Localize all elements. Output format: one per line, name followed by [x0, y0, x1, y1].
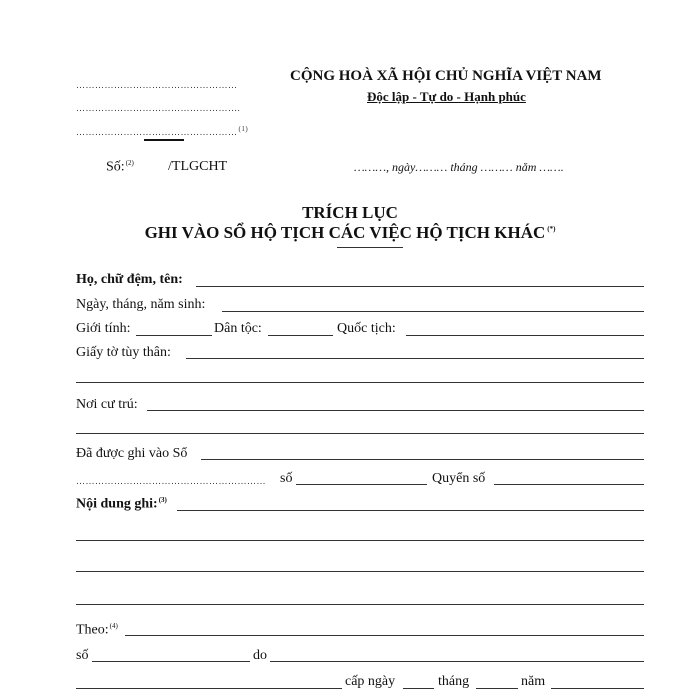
label-according-to: Theo:$^{(4)}$	[76, 622, 118, 638]
doc-title-1: TRÍCH LỤC	[302, 203, 398, 222]
title-footnote: (*)	[547, 225, 556, 234]
content-line-4[interactable]	[76, 604, 644, 605]
label-year: năm	[521, 674, 546, 689]
content-line-1[interactable]	[177, 510, 644, 511]
full-name-line[interactable]	[196, 286, 644, 287]
label-full-name: Họ, chữ đệm, tên:	[76, 272, 183, 287]
agency-underline	[144, 139, 184, 141]
ethnicity-line[interactable]	[268, 335, 333, 336]
label-month: tháng	[438, 674, 470, 689]
content-line-2[interactable]	[76, 540, 644, 541]
residence-line-2[interactable]	[76, 433, 644, 434]
year-line[interactable]	[551, 688, 644, 689]
label-volume: Quyển số	[432, 471, 486, 486]
label-issued-by: do	[253, 648, 267, 663]
content-line-3[interactable]	[76, 571, 644, 572]
id-document-line-2[interactable]	[76, 382, 644, 383]
label-residence: Nơi cư trú:	[76, 397, 138, 412]
nation-title: CỘNG HOÀ XÃ HỘI CHỦ NGHĨA VIỆT NAM	[290, 68, 602, 84]
motto: Độc lập - Tự do - Hạnh phúc	[367, 89, 526, 104]
number-line[interactable]	[296, 484, 427, 485]
number-2-line[interactable]	[92, 661, 250, 662]
book-dots[interactable]: ……………………………………………………	[76, 476, 266, 486]
label-number: số	[280, 471, 293, 486]
according-footnote: (4)	[109, 622, 118, 630]
agency-footnote: (1)	[238, 125, 249, 133]
agency-line-2[interactable]: …………………………………………….	[76, 103, 241, 113]
document-code: /TLGCHT	[168, 159, 228, 174]
id-document-line[interactable]	[186, 358, 644, 359]
label-nationality: Quốc tịch:	[337, 321, 396, 336]
label-birth-date: Ngày, tháng, năm sinh:	[76, 297, 206, 312]
agency-line-1[interactable]: ……………………………………………	[76, 80, 238, 90]
volume-line[interactable]	[494, 484, 644, 485]
doc-title-2: GHI VÀO SỔ HỘ TỊCH CÁC VIỆC HỘ TỊCH KHÁC (*)	[144, 223, 556, 242]
label-issued-day: cấp ngày	[345, 674, 396, 689]
recorded-book-line[interactable]	[201, 459, 644, 460]
label-number-2: số	[76, 648, 89, 663]
so-label: Số:$^{(2)}$	[106, 159, 134, 175]
issuer-line[interactable]	[76, 688, 342, 689]
so-footnote: (2)	[125, 159, 134, 167]
month-line[interactable]	[476, 688, 518, 689]
label-id-document: Giấy tờ tùy thân:	[76, 345, 171, 360]
date-line[interactable]: ………, ngày……… tháng ……… năm …….	[354, 160, 564, 174]
label-gender: Giới tính:	[76, 321, 131, 336]
label-ethnicity: Dân tộc:	[214, 321, 262, 336]
residence-line[interactable]	[147, 410, 644, 411]
according-line[interactable]	[125, 635, 644, 636]
label-content: Nội dung ghi:$^{(3)}$	[76, 496, 167, 512]
content-footnote: (3)	[158, 496, 167, 504]
issued-day-line[interactable]	[403, 688, 434, 689]
nationality-line[interactable]	[406, 335, 644, 336]
gender-line[interactable]	[136, 335, 212, 336]
issued-by-line[interactable]	[270, 661, 644, 662]
birth-date-line[interactable]	[222, 311, 644, 312]
title-underline	[337, 247, 403, 248]
label-recorded-in-book: Đã được ghi vào Sổ	[76, 446, 188, 461]
agency-line-3[interactable]: ……………………………………………$^{(1)}$	[76, 125, 249, 137]
